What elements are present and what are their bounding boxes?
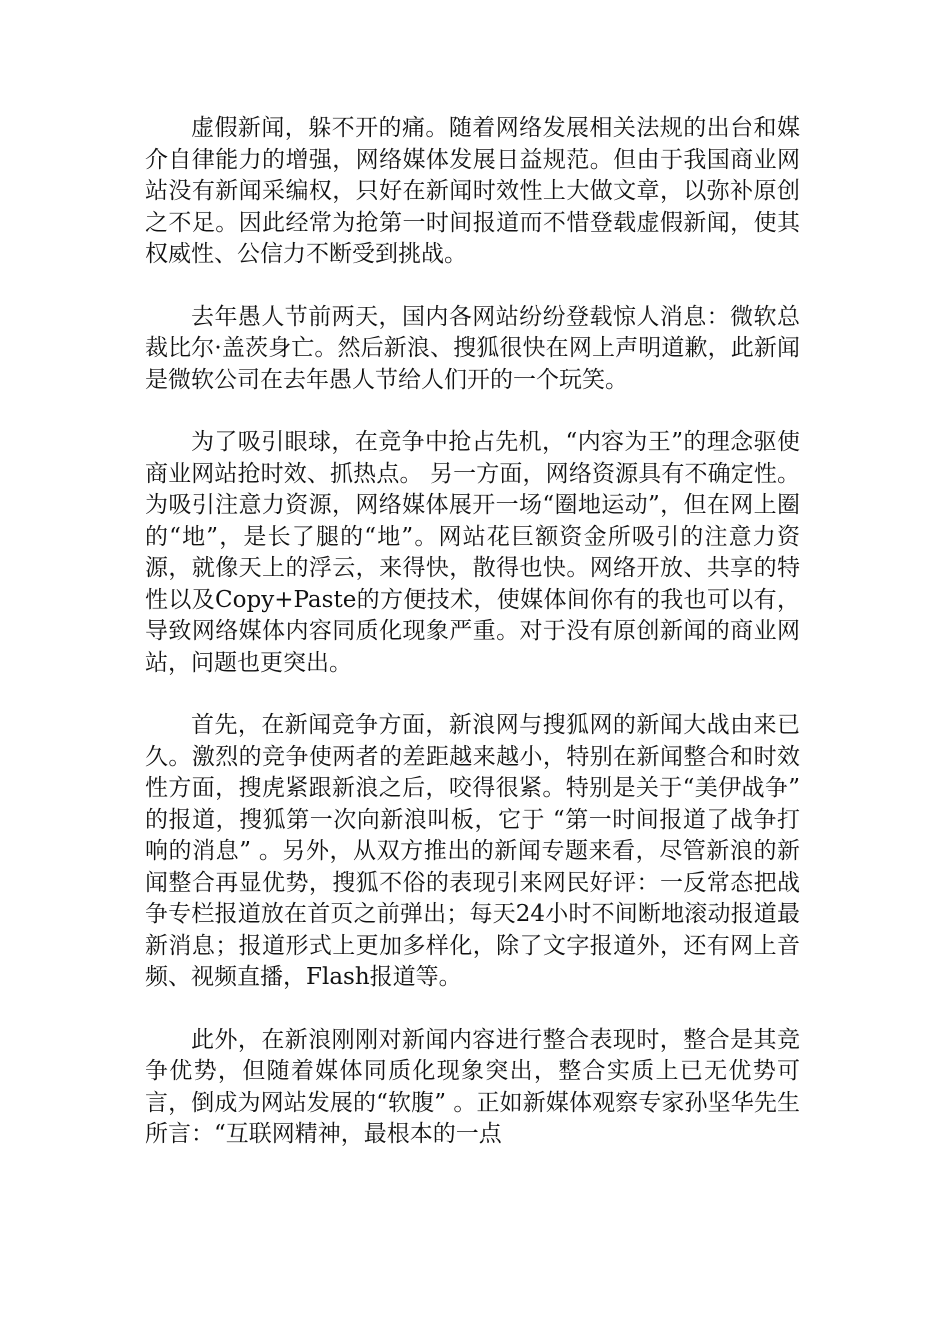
- paragraph-1: 虚假新闻，躲不开的痛。随着网络发展相关法规的出台和媒介自律能力的增强，网络媒体发展日益规范。但由于我国商业网站没有新闻采编权，只好在新闻时效性上大做文章，以弥补原创之不足。因此经常为抢第一时间报道而不惜登载虚假新闻，使其权威性、公信力不断受到挑战。: [145, 115, 800, 267]
- article-body: [145, 113, 800, 1151]
- paragraph-2: 去年愚人节前两天，国内各网站纷纷登载惊人消息：微软总裁比尔·盖茨身亡。然后新浪、搜狐很快在网上声明道歉，此新闻是微软公司在去年愚人节给人们开的一个玩笑。: [145, 303, 800, 393]
- paragraph-3: 为了吸引眼球，在竞争中抢占先机，“内容为王”的理念驱使商业网站抢时效、抓热点。 另一方面，网络资源具有不确定性。为吸引注意力资源，网络媒体展开一场“圈地运动”，但在网上圈的“地”，是长了腿的“地”。网站花巨额资金所吸引的注意力资源，就像天上的浮云，来得快，散得也快。网络开放、共享的特性以及Copy+Paste的方便技术，使媒体间你有的我也可以有，导致网络媒体内容同质化现象严重。对于没有原创新闻的商业网站，问题也更突出。: [145, 429, 800, 676]
- paragraph-5: 此外，在新浪刚刚对新闻内容进行整合表现时，整合是其竞争优势，但随着媒体同质化现象突出，整合实质上已无优势可言，倒成为网站发展的“软腹” 。正如新媒体观察专家孙坚华先生所言：“互联网精神，最根本的一点: [145, 1026, 800, 1147]
- paragraph-4: 首先，在新闻竞争方面，新浪网与搜狐网的新闻大战由来已久。激烈的竞争使两者的差距越来越小，特别在新闻整合和时效性方面，搜虎紧跟新浪之后，咬得很紧。特别是关于“美伊战争” 的报道，搜狐第一次向新浪叫板，它于 “第一时间报道了战争打响的消息” 。另外，从双方推出的新闻专题来看，尽管新浪的新闻整合再显优势，搜狐不俗的表现引来网民好评：一反常态把战争专栏报道放在首页之前弹出；每天24小时不间断地滚动报道最新消息；报道形式上更加多样化，除了文字报道外，还有网上音频、视频直播，Flash报道等。: [145, 712, 800, 990]
